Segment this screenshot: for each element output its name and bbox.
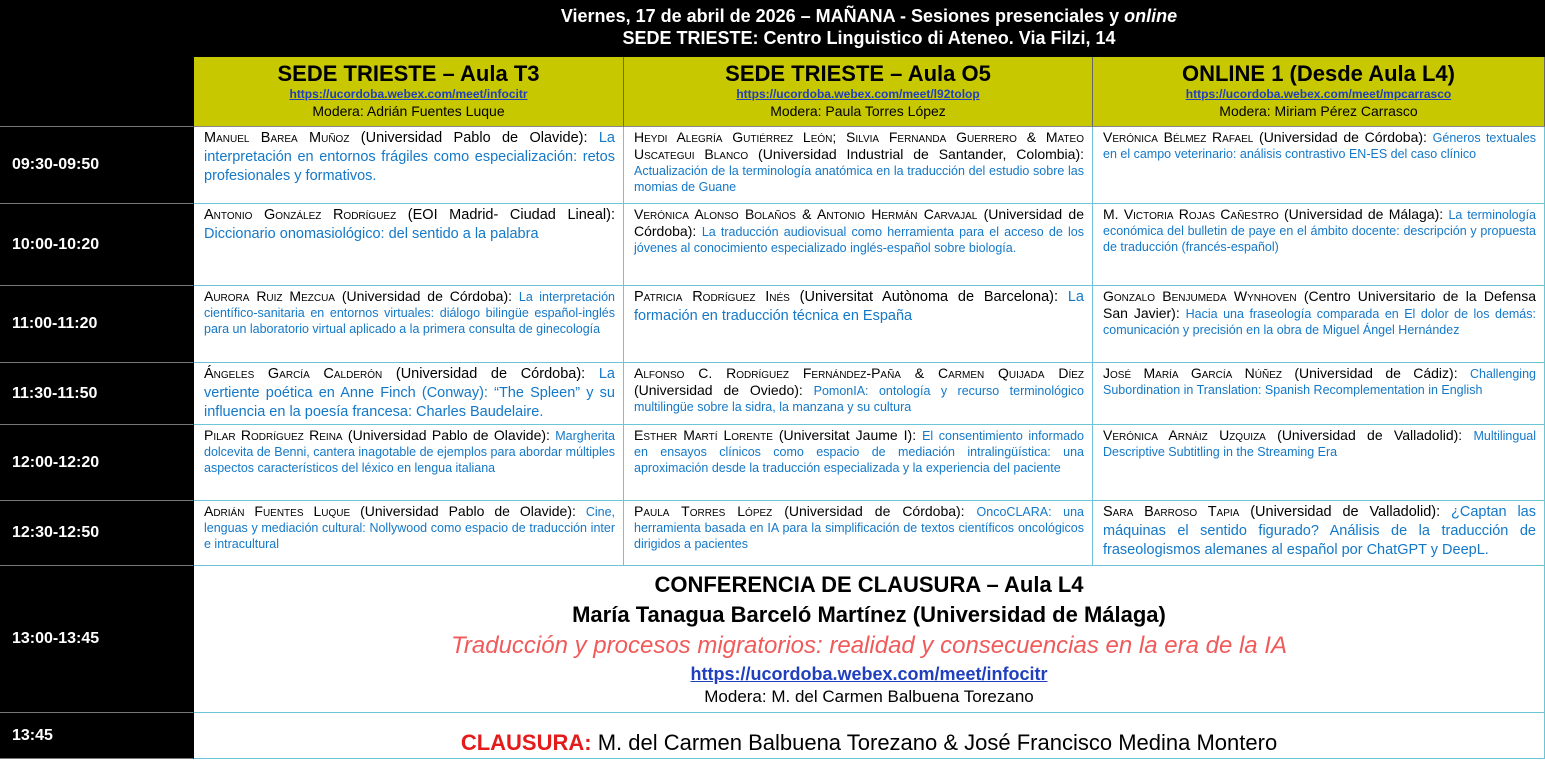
room-name: ONLINE 1 (Desde Aula L4) <box>1181 61 1455 86</box>
talk-cell <box>1093 204 1545 286</box>
room-moderator: Modera: Adrián Fuentes Luque <box>312 103 505 119</box>
talk-title: PomonIA: ontología y recurso terminológico multilingüe sobre la sidra, la manzana y su cultura <box>634 384 1084 414</box>
talk-institution: (Universidad Pablo de Olavide): <box>349 130 599 146</box>
talk-cell <box>1093 127 1545 204</box>
talk-author: Sara Barroso Tapia <box>1103 504 1240 520</box>
room-name: SEDE TRIESTE – Aula O5 <box>725 61 991 86</box>
room-link[interactable]: https://ucordoba.webex.com/meet/l92tolop <box>736 87 980 101</box>
talk-cell <box>194 425 624 501</box>
talk-institution: (Universidad de Oviedo): <box>634 382 814 398</box>
talk-institution: (Universidad Pablo de Olavide): <box>350 503 586 519</box>
talk-title: Actualización de la terminología anatómica en la traducción del estudio sobre las momias de Guane <box>634 164 1084 194</box>
talk-institution: (Universidad de Córdoba): <box>382 366 599 382</box>
room-header-online <box>1093 57 1545 127</box>
room-header-t3 <box>194 57 624 127</box>
room-link[interactable]: https://ucordoba.webex.com/meet/infocitr <box>289 87 528 101</box>
talk-cell <box>624 501 1093 566</box>
talk-author: Antonio González Rodríguez <box>204 207 397 223</box>
talk-title: La traducción audiovisual como herramienta para el acceso de los jóvenes al conocimiento especializado inglés-español sobre biología. <box>634 225 1084 255</box>
talk-cell <box>194 286 624 363</box>
talk-author: Verónica Bélmez Rafael <box>1103 129 1254 145</box>
talk-author: José María García Núñez <box>1103 365 1282 381</box>
talk-author: Paula Torres López <box>634 503 773 519</box>
time-slot: 12:30-12:50 <box>0 501 194 566</box>
talk-institution: (Universidad de Córdoba): <box>334 288 519 304</box>
room-header-o5 <box>624 57 1093 127</box>
talk-institution: (Universidad Industrial de Santander, Colombia): <box>748 146 1084 162</box>
time-slot: 10:00-10:20 <box>0 204 194 286</box>
closing-label: CLAUSURA: <box>460 730 592 755</box>
talk-title: La interpretación científico-sanitaria en entornos virtuales: diálogo bilingüe español-inglés para un laboratorio virtual aplicado a la primera consulta de ginecología <box>204 290 615 336</box>
talk-author: Gonzalo Benjumeda Wynhoven <box>1103 288 1297 304</box>
talk-author: Alfonso C. Rodríguez Fernández-Paña & Carmen Quijada Díez <box>634 365 1084 381</box>
talk-author: Esther Martí Lorente <box>634 427 773 443</box>
conference-heading: CONFERENCIA DE CLAUSURA – Aula L4 <box>654 572 1084 597</box>
closing-ceremony <box>194 713 1545 759</box>
talk-institution: (Universidad Pablo de Olavide): <box>342 427 556 443</box>
talk-cell <box>1093 501 1545 566</box>
talk-cell <box>624 363 1093 425</box>
talk-title: Hacia una fraseología comparada en El dolor de los demás: comunicación y precisión en la obra de Miguel Ángel Hernández <box>1103 307 1536 337</box>
room-link[interactable]: https://ucordoba.webex.com/meet/mpcarrasco <box>1185 87 1452 101</box>
banner-venue: SEDE TRIESTE: Centro Linguistico di Ateneo. Via Filzi, 14 <box>622 28 1116 48</box>
talk-title: El consentimiento informado en ensayos clínicos como espacio de mediación intralingüística: una aproximación desde la traducción especializada y la experiencia del paciente <box>634 429 1084 475</box>
talk-cell <box>194 204 624 286</box>
talk-title: La terminología económica del bulletin de paye en el ámbito docente: descripción y propuesta de traducción (francés-español) <box>1103 208 1536 254</box>
room-moderator: Modera: Miriam Pérez Carrasco <box>1219 103 1418 119</box>
talk-title: La interpretación en entornos frágiles como especialización: retos profesionales y formativos. <box>204 130 615 184</box>
talk-cell <box>1093 286 1545 363</box>
talk-author: Ángeles García Calderón <box>204 366 383 382</box>
talk-institution: (Universitat Autònoma de Barcelona): <box>789 289 1068 305</box>
talk-cell <box>624 286 1093 363</box>
talk-title: La formación en traducción técnica en España <box>634 289 1084 324</box>
time-slot: 11:30-11:50 <box>0 363 194 425</box>
talk-author: Patricia Rodríguez Inés <box>634 289 790 305</box>
time-slot: 13:00-13:45 <box>0 566 194 713</box>
talk-cell <box>1093 425 1545 501</box>
talk-author: Adrián Fuentes Luque <box>204 503 351 519</box>
talk-cell <box>624 127 1093 204</box>
talk-institution: (Universidad de Córdoba): <box>634 206 1084 239</box>
talk-institution: (Universidad de Cádiz): <box>1282 365 1470 381</box>
room-name: SEDE TRIESTE – Aula T3 <box>277 61 540 86</box>
talk-author: M. Victoria Rojas Cañestro <box>1103 206 1279 222</box>
time-slot: 12:00-12:20 <box>0 425 194 501</box>
talk-title: ¿Captan las máquinas el sentido figurado? Análisis de la traducción de fraseologismos alemanes al español por ChatGPT y DeepL. <box>1103 504 1536 558</box>
talk-institution: (EOI Madrid- Ciudad Lineal): <box>396 207 615 223</box>
banner-date: Viernes, 17 de abril de 2026 – MAÑANA - Sesiones presenciales y <box>560 6 1125 26</box>
talk-title: Challenging Subordination in Translation: Spanish Recomplementation in English <box>1103 367 1536 397</box>
talk-institution: (Centro Universitario de la Defensa San Javier): <box>1103 288 1537 321</box>
talk-cell <box>1093 363 1545 425</box>
talk-cell <box>194 127 624 204</box>
talk-title: La vertiente poética en Anne Finch (Conway): “The Spleen” y su influencia en la poesía francesa: Charles Baudelaire. <box>204 366 615 420</box>
conference-moderator: Modera: M. del Carmen Balbuena Torezano <box>704 687 1034 706</box>
talk-title: Cine, lenguas y mediación cultural: Nollywood como espacio de traducción inter e intracultural <box>204 505 615 551</box>
talk-institution: (Universidad de Valladolid): <box>1265 427 1474 443</box>
talk-title: OncoCLARA: una herramienta basada en IA para la simplificación de textos científicos oncológicos dirigidos a pacientes <box>634 505 1084 551</box>
talk-author: Pilar Rodríguez Reina <box>204 427 343 443</box>
talk-institution: (Universitat Jaume I): <box>772 427 923 443</box>
talk-author: Aurora Ruiz Mezcua <box>204 288 335 304</box>
talk-institution: (Universidad de Córdoba): <box>1253 129 1433 145</box>
banner-online: online <box>1124 6 1178 26</box>
talk-title: Multilingual Descriptive Subtitling in the Streaming Era <box>1103 429 1536 459</box>
conference-link[interactable]: https://ucordoba.webex.com/meet/infocitr <box>690 664 1048 684</box>
talk-institution: (Universidad de Córdoba): <box>772 503 977 519</box>
banner-line-1 <box>194 5 1544 27</box>
talk-cell <box>624 204 1093 286</box>
conference-title: Traducción y procesos migratorios: realidad y consecuencias en la era de la IA <box>451 632 1287 659</box>
talk-title: Géneros textuales en el campo veterinario: análisis contrastivo EN-ES del caso clínico <box>1103 131 1536 161</box>
talk-title: Diccionario onomasiológico: del sentido a la palabra <box>204 226 539 242</box>
closing-conference <box>194 566 1545 713</box>
talk-title: Margherita dolcevita de Benni, cantera inagotable de ejemplos para abordar múltiples aspectos característicos del léxico en lengua italiana <box>204 429 616 475</box>
corner-cell <box>0 0 194 57</box>
time-slot: 13:45 <box>0 713 194 759</box>
talk-author: Verónica Arnáiz Uzquiza <box>1103 427 1266 443</box>
talk-cell <box>194 363 624 425</box>
time-slot: 11:00-11:20 <box>0 286 194 363</box>
talk-author: Verónica Alonso Bolaños & Antonio Hermán Carvajal <box>634 206 978 222</box>
room-header-spacer <box>0 57 194 127</box>
talk-institution: (Universidad de Valladolid): <box>1239 504 1451 520</box>
talk-author: Manuel Barea Muñoz <box>204 130 350 146</box>
talk-cell <box>624 425 1093 501</box>
talk-author: Heydi Alegría Gutiérrez León; Silvia Fernanda Guerrero & Mateo Uscategui Blanco <box>634 129 1084 162</box>
talk-institution: (Universidad de Málaga): <box>1278 206 1449 222</box>
conference-speaker: María Tanagua Barceló Martínez (Universidad de Málaga) <box>572 602 1166 627</box>
closing-names: M. del Carmen Balbuena Torezano & José Francisco Medina Montero <box>591 730 1278 755</box>
day-banner <box>194 0 1545 57</box>
room-moderator: Modera: Paula Torres López <box>770 103 946 119</box>
time-slot: 09:30-09:50 <box>0 127 194 204</box>
talk-cell <box>194 501 624 566</box>
